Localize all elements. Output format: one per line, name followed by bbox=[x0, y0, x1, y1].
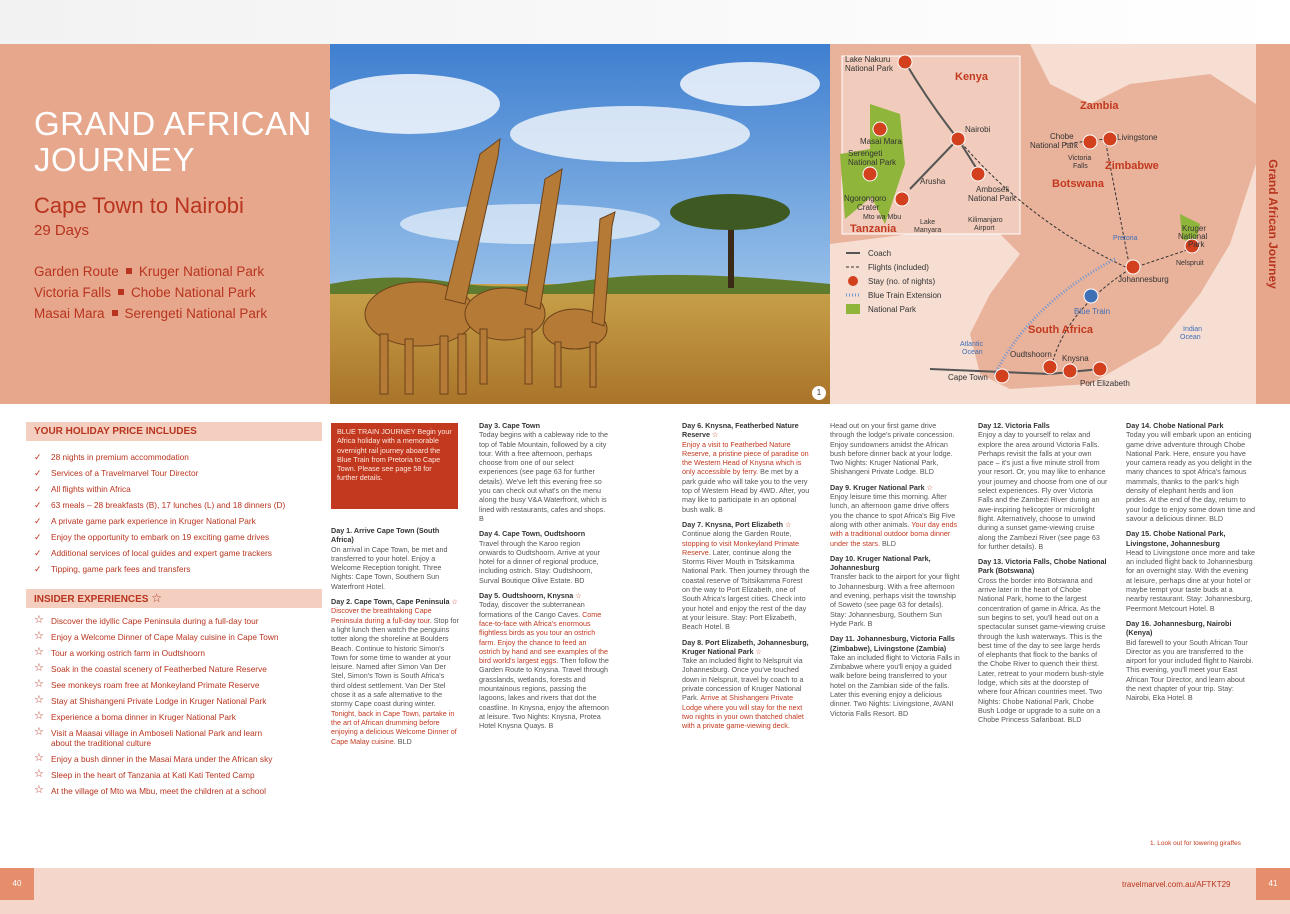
star-icon: ☆ bbox=[785, 519, 792, 529]
svg-text:Blue Train: Blue Train bbox=[1074, 307, 1111, 316]
includes-heading: YOUR HOLIDAY PRICE INCLUDES bbox=[26, 422, 322, 441]
giraffe-photo bbox=[330, 44, 830, 404]
star-icon: ☆ bbox=[34, 726, 44, 738]
itinerary-col-1: Day 1. Arrive Cape Town (South Africa) On arrival in Cape Town, be met and transferred to your hotel. Enjoy a Welcome Reception tonight. Three Nights: Cape Town, Southern Sun Waterfront Hotel. Day 2. Cape Town, Cape Peninsula ☆ Discover the breathtaking Cape Peninsula during a full-day tour. Stop for a light lunch then watch the penguins totter along the shoreline at Boulders Beach. Continue to historic Simon's Town for some time to wander at your leisure. Named after Simon Van Der Stel, Simon's Town is South Africa's third oldest settlement. Van Der Stel chose it as a safe alternative to the stormy Cape coast during winter. Tonight, back in Cape Town, partake in the art of African drumming before enjoying a delicious Welcome Dinner of Cape Malay cuisine. BLD bbox=[331, 526, 459, 746]
svg-text:Zimbabwe: Zimbabwe bbox=[1105, 160, 1159, 172]
svg-text:Manyara: Manyara bbox=[914, 227, 942, 234]
list-item: ☆ Stay at Shishangeni Private Lodge in Kruger National Park bbox=[34, 694, 267, 706]
highlight-line: Masai Mara Serengeti National Park bbox=[34, 306, 268, 321]
list-item: ✓ Tipping, game park fees and transfers bbox=[34, 564, 191, 574]
spine-title: Grand African Journey bbox=[1266, 159, 1280, 289]
svg-text:Masai Mara: Masai Mara bbox=[860, 137, 902, 146]
svg-text:Kruger: Kruger bbox=[1182, 224, 1207, 233]
list-item: ☆ See monkeys roam free at Monkeyland Primate Reserve bbox=[34, 678, 260, 690]
svg-text:Botswana: Botswana bbox=[1052, 178, 1104, 190]
star-icon: ☆ bbox=[34, 710, 44, 722]
svg-text:South Africa: South Africa bbox=[1028, 324, 1093, 336]
photo-number-badge: 1 bbox=[812, 386, 826, 400]
star-icon: ☆ bbox=[34, 614, 44, 626]
svg-text:Arusha: Arusha bbox=[920, 177, 946, 186]
page-number-right: 41 bbox=[1256, 868, 1290, 900]
svg-text:National Park: National Park bbox=[845, 64, 894, 73]
list-item: ✓ 28 nights in premium accommodation bbox=[34, 452, 189, 462]
list-item: ☆ Discover the idyllic Cape Peninsula during a full-day tour bbox=[34, 614, 259, 626]
svg-text:Crater: Crater bbox=[857, 203, 880, 212]
svg-text:Oudtshoorn: Oudtshoorn bbox=[1010, 350, 1052, 359]
insider-heading: INSIDER EXPERIENCES ☆ bbox=[26, 589, 322, 608]
svg-text:Johannesburg: Johannesburg bbox=[1118, 275, 1169, 284]
svg-text:Nairobi: Nairobi bbox=[965, 125, 991, 134]
svg-text:Ngorongoro: Ngorongoro bbox=[844, 194, 887, 203]
svg-text:Zambia: Zambia bbox=[1080, 100, 1119, 112]
star-icon: ☆ bbox=[34, 768, 44, 780]
star-icon: ☆ bbox=[34, 784, 44, 796]
svg-text:Port Elizabeth: Port Elizabeth bbox=[1080, 379, 1130, 388]
svg-text:Livingstone: Livingstone bbox=[1117, 133, 1158, 142]
footer-url[interactable]: travelmarvel.com.au/AFTKT29 bbox=[1122, 880, 1231, 889]
svg-text:Falls: Falls bbox=[1073, 163, 1088, 170]
list-item: ✓ Enjoy the opportunity to embark on 19 exciting game drives bbox=[34, 532, 270, 542]
svg-text:Park: Park bbox=[1188, 240, 1205, 249]
list-item: ☆ Tour a working ostrich farm in Oudtshoorn bbox=[34, 646, 206, 658]
svg-text:Blue Train Extension: Blue Train Extension bbox=[868, 291, 942, 300]
list-item: ☆ At the village of Mto wa Mbu, meet the children at a school bbox=[34, 784, 266, 796]
star-icon: ☆ bbox=[34, 678, 44, 690]
list-item: ☆ Visit a Maasai village in Amboseli National Park and learn about the traditional culture bbox=[34, 726, 263, 748]
list-item: ✓ 63 meals – 28 breakfasts (B), 17 lunches (L) and 18 dinners (D) bbox=[34, 500, 286, 510]
svg-text:Lake Nakuru: Lake Nakuru bbox=[845, 55, 891, 64]
blue-train-callout: BLUE TRAIN JOURNEY Begin your Africa holiday with a memorable overnight rail journey aboard the Blue Train from Pretoria to Cape Town. Please see page 58 for further details. bbox=[331, 423, 458, 509]
itinerary-col-6: Day 14. Chobe National Park Today you will embark upon an enticing game drive adventure through Chobe National Park. Here, ensure you have your camera ready as you delight in the many chances to spot Africa's famous mammals, thanks to the park's high density of elephant herds and lion prides. At the end of the day, return to your lodge to enjoy some down time and savour a delicious dinner. BLD Day 15. Chobe National Park, Livingstone, Johannesburg Head to Livingstone once more and take an included flight back to Johannesburg for an overnight stay. With the evening at leisure, perhaps dine at your hotel or maybe tempt your taste buds at a nearby restaurant. Stay: Johannesburg, Peermont Metcourt Hotel. B Day 16. Johannesburg, Nairobi (Kenya) Bid farewell to your South African Tour Director as you are transferred to the airport for your included flight to Nairobi. This evening, you'll meet your East African Tour Director, and learn about the next chapter of your trip. Stay: Nairobi, Eka Hotel. B bbox=[1126, 421, 1256, 703]
trip-duration: 29 Days bbox=[34, 222, 90, 239]
svg-text:Victoria: Victoria bbox=[1068, 155, 1092, 162]
svg-text:Kenya: Kenya bbox=[955, 71, 989, 83]
star-icon: ☆ bbox=[451, 597, 458, 607]
insider-list bbox=[34, 616, 324, 802]
list-item: ✓ Additional services of local guides and expert game trackers bbox=[34, 548, 272, 558]
svg-text:Kilimanjaro: Kilimanjaro bbox=[968, 217, 1003, 224]
svg-text:Pretoria: Pretoria bbox=[1113, 235, 1138, 242]
svg-text:Stay (no. of nights): Stay (no. of nights) bbox=[868, 277, 936, 286]
star-icon: ☆ bbox=[34, 630, 44, 642]
page-number-left: 40 bbox=[0, 868, 34, 900]
list-item: ☆ Enjoy a Welcome Dinner of Cape Malay cuisine in Cape Town bbox=[34, 630, 279, 642]
star-icon: ☆ bbox=[711, 430, 719, 440]
star-icon: ☆ bbox=[34, 752, 44, 764]
star-icon: ☆ bbox=[151, 591, 163, 605]
svg-text:Lake: Lake bbox=[920, 219, 936, 226]
page-subtitle: Cape Town to Nairobi bbox=[34, 193, 244, 218]
list-item: ☆ Soak in the coastal scenery of Featherbed Nature Reserve bbox=[34, 662, 267, 674]
svg-text:Mto wa Mbu: Mto wa Mbu bbox=[863, 214, 902, 221]
itinerary-col-5: Day 12. Victoria Falls Enjoy a day to yourself to relax and explore the area around Victoria Falls. Perhaps revisit the falls at your own pace – it's just a five minute stroll from your resort. Or, you may like to enhance your journey and choose from one of our select experiences. Fly over Victoria Falls and the Zambezi River during an awe-inspiring helicopter or microlight flight. Alternatively, choose to unwind during a sunset game-viewing cruise along the Zambezi River (see page 63 for further details). B Day 13. Victoria Falls, Chobe National Park (Botswana) Cross the border into Botswana and arrive later in the heart of Chobe National Park, home to the largest concentration of game in Africa. As the sun begins to set, you'll head out on a spectacular sunset game-viewing cruise through the lush waterways. This is the best time of the day to see large herds of elephants that flock to the banks of the Chobe River to quench their thirst. Later, retreat to your modern bush-style lodge, which sits at the doorstep of where four African countries meet. Two Nights: Chobe National Park, Chobe Bush Lodge or upgrade to a suite on a Chobe Princess Safariboat. BLD bbox=[978, 421, 1108, 725]
svg-text:National Park: National Park bbox=[968, 194, 1017, 203]
svg-text:Coach: Coach bbox=[868, 249, 892, 258]
star-icon: ☆ bbox=[755, 646, 762, 656]
svg-text:National Park: National Park bbox=[1030, 141, 1079, 150]
list-item: ✓ Services of a Travelmarvel Tour Director bbox=[34, 468, 199, 478]
svg-text:Ocean: Ocean bbox=[1180, 334, 1201, 341]
svg-text:Chobe: Chobe bbox=[1050, 132, 1074, 141]
svg-text:Atlantic: Atlantic bbox=[960, 341, 983, 348]
svg-text:Nelspruit: Nelspruit bbox=[1176, 260, 1204, 267]
includes-list bbox=[34, 449, 324, 577]
svg-text:National: National bbox=[1178, 232, 1208, 241]
star-icon: ☆ bbox=[34, 662, 44, 674]
svg-text:Airport: Airport bbox=[974, 225, 995, 232]
star-icon: ☆ bbox=[575, 591, 582, 601]
photo-caption: 1. Look out for towering giraffes bbox=[1150, 840, 1241, 847]
svg-text:Cape Town: Cape Town bbox=[948, 373, 988, 382]
svg-text:Amboseli: Amboseli bbox=[976, 185, 1009, 194]
top-band bbox=[0, 0, 1290, 44]
highlight-line: Garden Route Kruger National Park bbox=[34, 264, 265, 279]
highlight-line: Victoria Falls Chobe National Park bbox=[34, 285, 256, 300]
itinerary-col-2: Day 3. Cape Town Today begins with a cableway ride to the top of Table Mountain, followed by a city tour. With a free afternoon, perhaps choose from one of our select experiences (see page 63 for further details). We've left this evening free so you can check out what's on the menu along the busy V&A Waterfront, which is lined with restaurants, cafes and shops. B Day 4. Cape Town, Oudtshoorn Travel through the Karoo region onwards to Oudtshoorn. Arrive at your hotel for a dinner of regional produce, including ostrich. Stay: Oudtshoorn, Surval Boutique Olive Estate. BD Day 5. Oudtshoorn, Knysna ☆ Today, discover the subterranean formations of the Cango Caves. Come face-to-face with Africa's enormous flightless birds as you tour an ostrich farm. Enjoy the chance to feed an ostrich by hand and see examples of the bird world's largest eggs. Then follow the Garden Route to Knysna. Travel through grasslands, wetlands, forests and mountainous regions, passing the lagoons, lakes and rivers that dot the coastline. In Knysna, enjoy the afternoon at leisure. Two Nights: Knysna, Protea Hotel Knysna Quays. B bbox=[479, 421, 609, 731]
list-item: ☆ Sleep in the heart of Tanzania at Kati Kati Tented Camp bbox=[34, 768, 255, 780]
itinerary-col-3: Day 6. Knysna, Featherbed Nature Reserve ☆ Enjoy a visit to Featherbed Nature Reserve, a pristine piece of paradise on the Western Head of Knysna which is only accessible by ferry. Be met by a park guide who will take you to the very top of Western Head by 4WD. After, you may like to participate in an optional bush walk. B Day 7. Knysna, Port Elizabeth ☆ Continue along the Garden Route, stopping to visit Monkeyland Primate Reserve. Later, continue along the Storms River Mouth in Tsitsikamma National Park. Then journey through the coastal reserve of Tsitsikamma Forest on the way to Port Elizabeth, one of South Africa's largest cities. Check into your hotel and enjoy the rest of the day at your leisure. Stay: Port Elizabeth, Beach Hotel. B Day 8. Port Elizabeth, Johannesburg, Kruger National Park ☆ Take an included flight to Nelspruit via Johannesburg. Once you've touched down in Nelspruit, travel by coach to a private concession of Kruger National Park. Arrive at Shishangeni Private Lodge where you will stay for the next two nights in your own thatched chalet with a private game-viewing deck. bbox=[682, 421, 810, 731]
star-icon: ☆ bbox=[926, 482, 934, 492]
footer-band bbox=[0, 868, 1290, 914]
list-item: ✓ All flights within Africa bbox=[34, 484, 131, 494]
itinerary-col-4: Head out on your first game drive through the lodge's private concession. Enjoy sundowners amidst the African bush before dinner back at your lodge. Two Nights: Kruger National Park, Shishangeni Private Lodge. BLD Day 9. Kruger National Park ☆ Enjoy leisure time this morning. After lunch, an afternoon game drive offers you the chance to spot Africa's Big Five along with other animals. Your day ends with a traditional outdoor boma dinner under the stars. BLD Day 10. Kruger National Park, Johannesburg Transfer back to the airport for your flight to Johannesburg. With a free afternoon and evening, perhaps visit the township of Soweto (see page 63 for details). Stay: Johannesburg, Southern Sun Hyde Park. B Day 11. Johannesburg, Victoria Falls (Zimbabwe), Livingstone (Zambia) Take an included flight to Victoria Falls in Zimbabwe where you'll enjoy a guided walk before being transferred to your hotel on the Zambian side of the falls. Later this evening enjoy a delicious dinner. Two Nights: Livingstone, AVANI Victoria Falls Resort. BD bbox=[830, 421, 960, 718]
list-item: ✓ A private game park experience in Kruger National Park bbox=[34, 516, 256, 526]
list-item: ☆ Enjoy a bush dinner in the Masai Mara under the African sky bbox=[34, 752, 273, 764]
route-map bbox=[830, 44, 1256, 404]
svg-text:Ocean: Ocean bbox=[962, 349, 983, 356]
svg-text:National Park: National Park bbox=[868, 305, 917, 314]
svg-text:Serengeti: Serengeti bbox=[848, 149, 883, 158]
svg-text:Tanzania: Tanzania bbox=[850, 223, 897, 235]
page-title: GRAND AFRICAN JOURNEY bbox=[34, 105, 312, 178]
svg-text:Knysna: Knysna bbox=[1062, 354, 1089, 363]
list-item: ☆ Experience a boma dinner in Kruger National Park bbox=[34, 710, 236, 722]
svg-text:Indian: Indian bbox=[1183, 326, 1203, 333]
svg-text:National Park: National Park bbox=[848, 158, 897, 167]
star-icon: ☆ bbox=[34, 646, 44, 658]
svg-text:Flights (included): Flights (included) bbox=[868, 263, 929, 272]
star-icon: ☆ bbox=[34, 694, 44, 706]
